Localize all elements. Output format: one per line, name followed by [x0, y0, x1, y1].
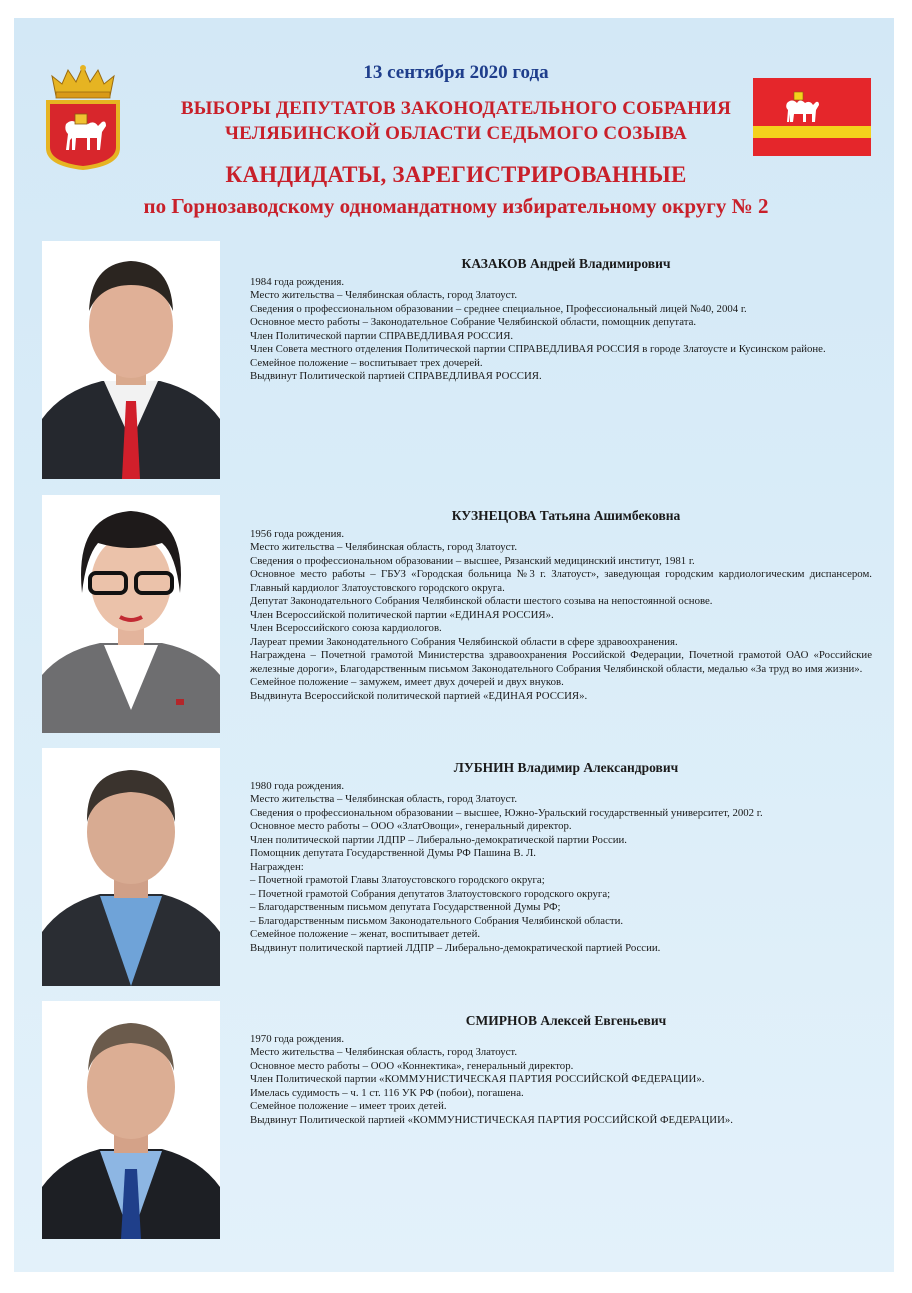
award-item: – Почетной грамотой Собрания депутатов Златоустовского городского округа; [250, 887, 611, 900]
candidate-name: КАЗАКОВ Андрей Владимирович [461, 256, 671, 271]
bio-line: Выдвинута Всероссийской политической партией «ЕДИНАЯ РОССИЯ». [250, 689, 588, 702]
bio-line: Награждена – Почетной грамотой Министерства здравоохранения Российской Федерации, Почетной грамотой ОАО «Российские железные дороги», Благодарственным письмом Законодательного Собрания Челябинской области, медалью «За труд во имя жизни». [250, 649, 872, 675]
bio-line: Выдвинут политической партией ЛДПР – Либерально-демократической партией России. [250, 941, 661, 954]
bio-line: Основное место работы – ГБУЗ «Городская больница №3 г. Златоуст», заведующая городским кардиологическим диспансером. Главный кардиолог Златоустовского городского округа. [250, 568, 872, 594]
candidate-info [250, 1001, 872, 1127]
candidate-photo [42, 1001, 220, 1239]
candidate-info [250, 241, 872, 384]
bio-line: Член Всероссийского союза кардиологов. [250, 622, 442, 634]
bio-line: Награжден: [250, 860, 304, 873]
candidate-card [42, 1001, 872, 1239]
bio-line: Депутат Законодательного Собрания Челябинской области шестого созыва на непостоянной основе. [250, 595, 713, 607]
candidate-photo [42, 495, 220, 733]
election-date: 13 сентября 2020 года [363, 62, 549, 83]
title-line-1: ВЫБОРЫ ДЕПУТАТОВ ЗАКОНОДАТЕЛЬНОГО СОБРАНИЯ [180, 98, 732, 119]
bio-line: Семейное положение – женат, воспитывает детей. [250, 928, 481, 940]
bio-line: Выдвинут Политической партией СПРАВЕДЛИВАЯ РОССИЯ. [250, 370, 542, 382]
bio-line: 1984 года рождения. [250, 275, 345, 288]
bio-line: Лауреат премии Законодательного Собрания Челябинской области в сфере здравоохранения. [250, 635, 678, 648]
district-subtitle: по Горнозаводскому одномандатному избирательному округу № 2 [143, 194, 769, 218]
bio-line: Выдвинут Политической партией «КОММУНИСТИЧЕСКАЯ ПАРТИЯ РОССИЙСКОЙ ФЕДЕРАЦИИ». [250, 1113, 733, 1126]
bio-line: Место жительства – Челябинская область, город Златоуст. [250, 541, 518, 553]
bio-line: Основное место работы – Законодательное Собрание Челябинской области, помощник депутата. [250, 316, 697, 328]
bio-line: Семейное положение – воспитывает трех дочерей. [250, 356, 483, 369]
bio-line: Сведения о профессиональном образовании – высшее, Рязанский медицинский институт, 1981 г. [250, 554, 695, 567]
candidate-card [42, 495, 872, 733]
bio-line: Сведения о профессиональном образовании – высшее, Южно-Уральский государственный университет, 2002 г. [250, 806, 763, 819]
bio-line: Основное место работы – ООО «ЗлатОвощи», генеральный директор. [250, 820, 572, 832]
candidate-info [250, 495, 872, 703]
candidate-name: ЛУБНИН Владимир Александрович [453, 760, 679, 775]
bio-line: Член политической партии ЛДПР – Либерально-демократической партии России. [250, 833, 627, 846]
bio-line: Место жительства – Челябинская область, город Златоуст. [250, 793, 518, 805]
bio-line: Помощник депутата Государственной Думы РФ Пашина В. Л. [250, 847, 537, 859]
award-item: – Благодарственным письмом Законодательного Собрания Челябинской области. [250, 914, 624, 927]
bio-line: Место жительства – Челябинская область, город Златоуст. [250, 1046, 518, 1058]
award-item: – Почетной грамотой Главы Златоустовского городского округа; [250, 874, 545, 886]
candidate-name: КУЗНЕЦОВА Татьяна Ашимбековна [451, 508, 681, 523]
bio-line: Член Политической партии СПРАВЕДЛИВАЯ РОССИЯ. [250, 329, 514, 342]
bio-line: Семейное положение – замужем, имеет двух дочерей и двух внуков. [250, 676, 564, 688]
bio-line: Член Совета местного отделения Политической партии СПРАВЕДЛИВАЯ РОССИЯ в городе Златоусте и Кусинском районе. [250, 343, 826, 355]
candidate-info [250, 748, 872, 955]
bio-line: 1956 года рождения. [250, 527, 345, 540]
candidate-card [42, 241, 872, 479]
bio-line: Семейное положение – имеет троих детей. [250, 1100, 447, 1112]
award-item: – Благодарственным письмом депутата Государственной Думы РФ; [250, 901, 561, 913]
bio-line: Член Политической партии «КОММУНИСТИЧЕСКАЯ ПАРТИЯ РОССИЙСКОЙ ФЕДЕРАЦИИ». [250, 1073, 705, 1085]
candidate-card [42, 748, 872, 986]
candidate-photo [42, 241, 220, 479]
candidate-name: СМИРНОВ Алексей Евгеньевич [465, 1013, 667, 1028]
bio-line: 1980 года рождения. [250, 779, 345, 792]
bio-line: Основное место работы – ООО «Коннектика», генеральный директор. [250, 1059, 574, 1072]
bio-line: Место жительства – Челябинская область, город Златоуст. [250, 289, 518, 301]
candidate-photo [42, 748, 220, 986]
title-line-3: КАНДИДАТЫ, ЗАРЕГИСТРИРОВАННЫЕ [225, 162, 687, 187]
bio-line: Член Всероссийской политической партии «ЕДИНАЯ РОССИЯ». [250, 608, 554, 621]
bio-line: Сведения о профессиональном образовании – среднее специальное, Профессиональный лицей №40, 2004 г. [250, 302, 747, 315]
bio-line: 1970 года рождения. [250, 1032, 345, 1045]
title-line-2: ЧЕЛЯБИНСКОЙ ОБЛАСТИ СЕДЬМОГО СОЗЫВА [225, 123, 687, 144]
bio-line: Имелась судимость – ч. 1 ст. 116 УК РФ (побои), погашена. [250, 1086, 524, 1099]
